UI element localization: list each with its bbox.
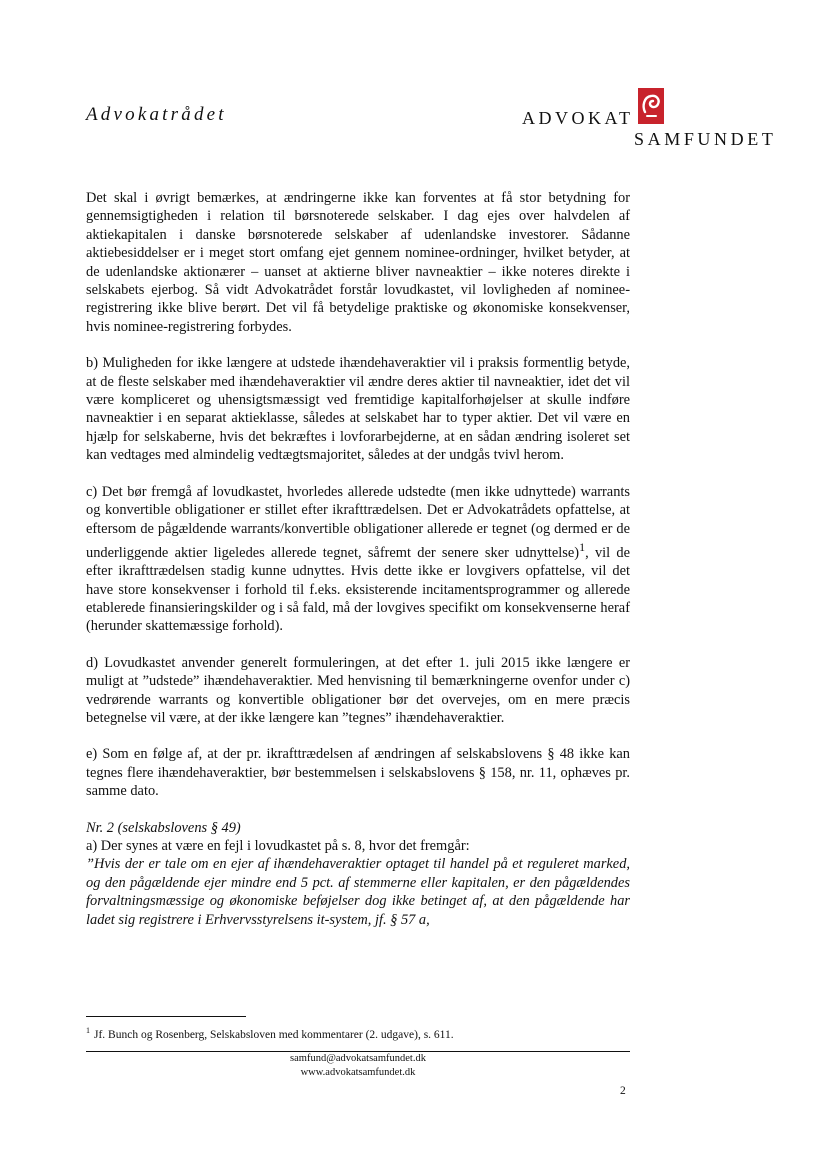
paragraph-c-text-1: c) Det bør fremgå af lovudkastet, hvorledes allerede udstedte (men ikke udnyttede) warrants og konvertible obligationer er stillet efter ikrafttrædelsen. Det er Advokatrådets opfattelse, at eftersom de pågældende warrants/konvertible obligationer allerede er tegnet (og dermed er de underliggende aktier ligeledes allerede tegnet, såfremt der senere sker udnyttelse) [86,483,630,561]
footnote-divider [86,1016,246,1017]
paragraph-e: e) Som en følge af, at der pr. ikrafttrædelsen af ændringen af selskabslovens § 48 ikke kan tegnes flere ihændehaveraktier, bør bestemmelsen i selskabslovens § 158, nr. 11, ophæves pr. samme dato. [86,746,630,800]
footnote-text: Jf. Bunch og Rosenberg, Selskabsloven med kommentarer (2. udgave), s. 611. [94,1028,454,1041]
logo-emblem-icon [638,88,664,124]
letter-body [86,189,630,947]
footer-email: samfund@advokatsamfundet.dk [290,1053,426,1064]
paragraph-nominee: Det skal i øvrigt bemærkes, at ændringerne ikke kan forventes at få stor betydning for gennemsigtigheden i relation til børsnoterede selskaber. I dag ejes over halvdelen af aktiekapitalen i danske børsnoterede selskaber af udenlandske investorer. Sådanne aktiebesiddelser er i meget stort omfang ejet gennem nominee-ordninger, hvilket betyder, at de udenlandske aktionærer – uanset at aktierne bliver navneaktier – ikke noteres direkte i selskabets ejerbog. Så vidt Advokatrådet forstår lovudkastet, vil lovligheden af nominee-registrering ikke blive berørt. Det vil få betydelige praktiske og økonomiske konsekvenser, hvis nominee-registrering forbydes. [86,190,630,335]
footer-website: www.advokatsamfundet.dk [300,1067,416,1078]
footnote-ref: 1 [579,539,586,554]
footnote [86,1026,454,1041]
page-number: 2 [620,1085,626,1097]
quoted-text: ”Hvis der er tale om en ejer af ihændehaveraktier optaget til handel på et reguleret marked, og den pågældende ejer mindre end 5 pct. af stemmerne eller kapitalen, er den pågældendes forvaltningsmæssige og økonomiske beføjelser dog ikke betinget af, at den pågældende har ladet sig registrere i Erhvervsstyrelsens it-system, jf. § 57 a, [86,856,630,928]
logo-word-samfundet: SAMFUNDET [634,129,777,149]
footer-divider [86,1051,630,1052]
paragraph-d: d) Lovudkastet anvender generelt formuleringen, at det efter 1. juli 2015 ikke længere er muligt at ”udstede” ihændehaveraktier. Med henvisning til bemærkningerne ovenfor under c) vedrørende warrants og konvertible obligationer bør det overvejes, om en mere præcis betegnelse vil være, at der ikke længere kan ”tegnes” ihændehaveraktier. [86,654,630,726]
advokatsamfundet-logo [522,88,782,148]
paragraph-a: a) Der synes at være en fejl i lovudkastet på s. 8, hvor det fremgår: [86,837,470,854]
header-advokatraadet: Advokatrådet [86,104,227,125]
section-subheading: Nr. 2 (selskabslovens § 49) [86,819,241,836]
footnote-number: 1 [86,1026,90,1035]
paragraph-c-text-2: , vil de efter ikrafttrædelsen stadig kunne udnyttes. Hvis dette ikke er lovgivers opfattelse, vil det have store konsekvenser i forhold til f.eks. eksisterende incitamentsprogrammer og allerede etablerede finansieringskilder og i så fald, må der lovgives specifikt om konsekvenserne heraf (herunder skattemæssige forhold). [86,544,630,635]
paragraph-c [86,483,630,636]
logo-word-advokat: ADVOKAT [522,108,634,128]
paragraph-b: b) Muligheden for ikke længere at udstede ihændehaveraktier vil i praksis formentlig betyde, at de fleste selskaber med ihændehaveraktier vil ændre deres aktier til navneaktier, idet det vil være kompliceret og uhensigtsmæssigt ved fremtidige kapitalforhøjelser at skulle indføre navneaktier i en separat aktieklasse, således at selskabet har to typer aktier. Det vil være en hjælp for selskaberne, hvis det bekræftes i lovforarbejderne, at en sådan ændring isoleret set kan vedtages med almindelig vedtægtsmajoritet, således at der undgås tvivl herom. [86,355,630,464]
